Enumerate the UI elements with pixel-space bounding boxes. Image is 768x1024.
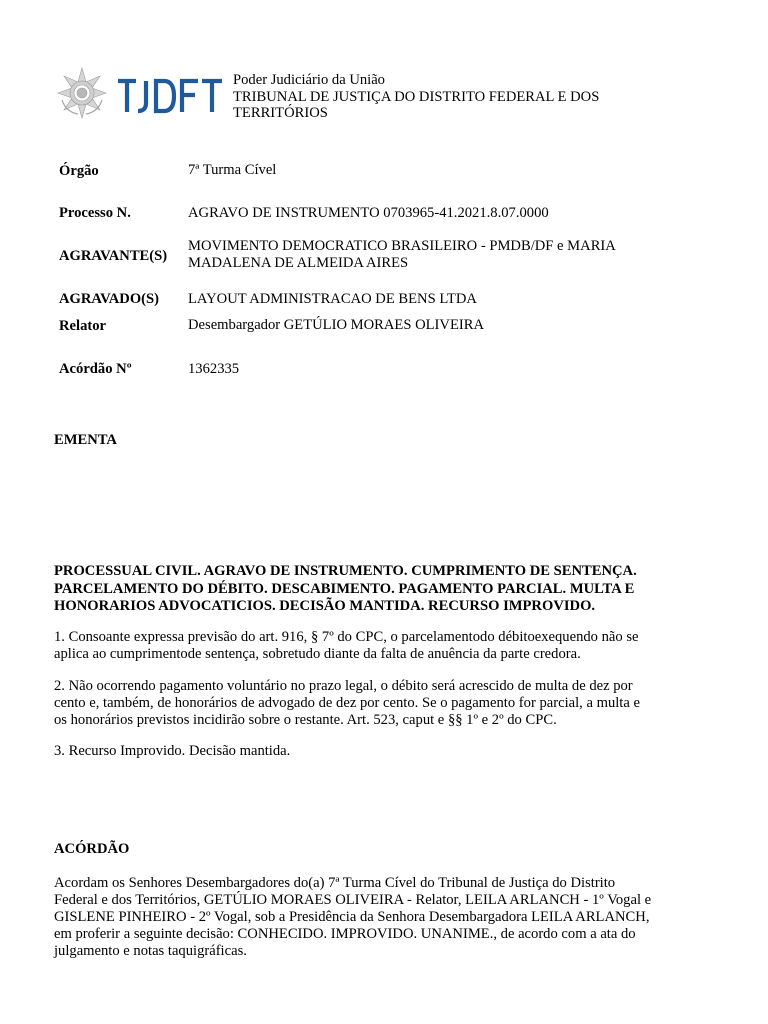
ementa-p2-line-2: cento e, também, de honorários de advogado de dez por cento. Se o pagamento for parcial, a multa e (54, 695, 640, 711)
ementa-paragraph-1 (54, 629, 716, 663)
acordao-line-4: em proferir a seguinte decisão: CONHECIDO. IMPROVIDO. UNANIME., de acordo com a ata do (54, 926, 636, 942)
acordao-line-3: GISLENE PINHEIRO - 2º Vogal, sob a Presidência da Senhora Desembargadora LEILA ARLANCH, (54, 909, 650, 925)
acordao-line-2: Federal e dos Territórios, GETÚLIO MORAES OLIVEIRA - Relator, LEILA ARLANCH - 1º Vogal e (54, 892, 652, 908)
ementa-p1-line-1: 1. Consoante expressa previsão do art. 916, § 7º do CPC, o parcelamentodo débitoexequendo não se (54, 629, 639, 645)
ementa-p2-line-1: 2. Não ocorrendo pagamento voluntário no prazo legal, o débito será acrescido de multa de dez por (54, 678, 633, 694)
processo-value: AGRAVO DE INSTRUMENTO 0703965-41.2021.8.07.0000 (188, 205, 549, 221)
agravante-line-1: MOVIMENTO DEMOCRATICO BRASILEIRO - PMDB/DF e MARIA (188, 238, 616, 254)
acordao-number-label: Acórdão Nº (59, 361, 132, 377)
acordao-line-1: Acordam os Senhores Desembargadores do(a) 7ª Turma Cível do Tribunal de Justiça do Distrito (54, 875, 616, 891)
acordao-heading: ACÓRDÃO (54, 841, 130, 857)
agravado-label: AGRAVADO(S) (59, 291, 160, 307)
processo-label: Processo N. (59, 205, 131, 221)
ementa-paragraph-2 (54, 678, 716, 729)
coat-of-arms-seal (56, 66, 108, 120)
header-line-2: TRIBUNAL DE JUSTIÇA DO DISTRITO FEDERAL E DOS (233, 88, 600, 105)
acordao-paragraph (54, 875, 716, 960)
tjdft-logo (116, 77, 226, 115)
agravante-value (188, 238, 668, 272)
acordao-line-5: julgamento e notas taquigráficas. (54, 943, 247, 959)
orgao-label: Órgão (59, 163, 99, 179)
ementa-title-line-2: PARCELAMENTO DO DÉBITO. DESCABIMENTO. PAGAMENTO PARCIAL. MULTA E (54, 580, 635, 597)
agravante-label: AGRAVANTE(S) (59, 248, 168, 264)
ementa-title-line-3: HONORARIOS ADVOCATICIOS. DECISÃO MANTIDA. RECURSO IMPROVIDO. (54, 598, 596, 614)
ementa-heading: EMENTA (54, 432, 117, 448)
ementa-paragraph-3: 3. Recurso Improvido. Decisão mantida. (54, 743, 291, 759)
agravado-value: LAYOUT ADMINISTRACAO DE BENS LTDA (188, 291, 477, 307)
relator-label: Relator (59, 318, 107, 334)
orgao-value: 7ª Turma Cível (188, 162, 277, 178)
ementa-p1-line-2: aplica ao cumprimentode sentença, sobretudo diante da falta de anuência da parte credora. (54, 646, 581, 662)
ementa-p2-line-3: os honorários previstos incidirão sobre o restante. Art. 523, caput e §§ 1º e 2º do CPC. (54, 712, 557, 728)
ementa-title-line-1: PROCESSUAL CIVIL. AGRAVO DE INSTRUMENTO. CUMPRIMENTO DE SENTENÇA. (54, 563, 637, 579)
relator-value: Desembargador GETÚLIO MORAES OLIVEIRA (188, 317, 485, 333)
court-header (233, 72, 653, 122)
header-line-1: Poder Judiciário da União (233, 72, 385, 88)
header-line-3: TERRITÓRIOS (233, 105, 328, 121)
agravante-line-2: MADALENA DE ALMEIDA AIRES (188, 255, 409, 271)
ementa-title (54, 563, 716, 616)
acordao-number-value: 1362335 (188, 361, 240, 377)
